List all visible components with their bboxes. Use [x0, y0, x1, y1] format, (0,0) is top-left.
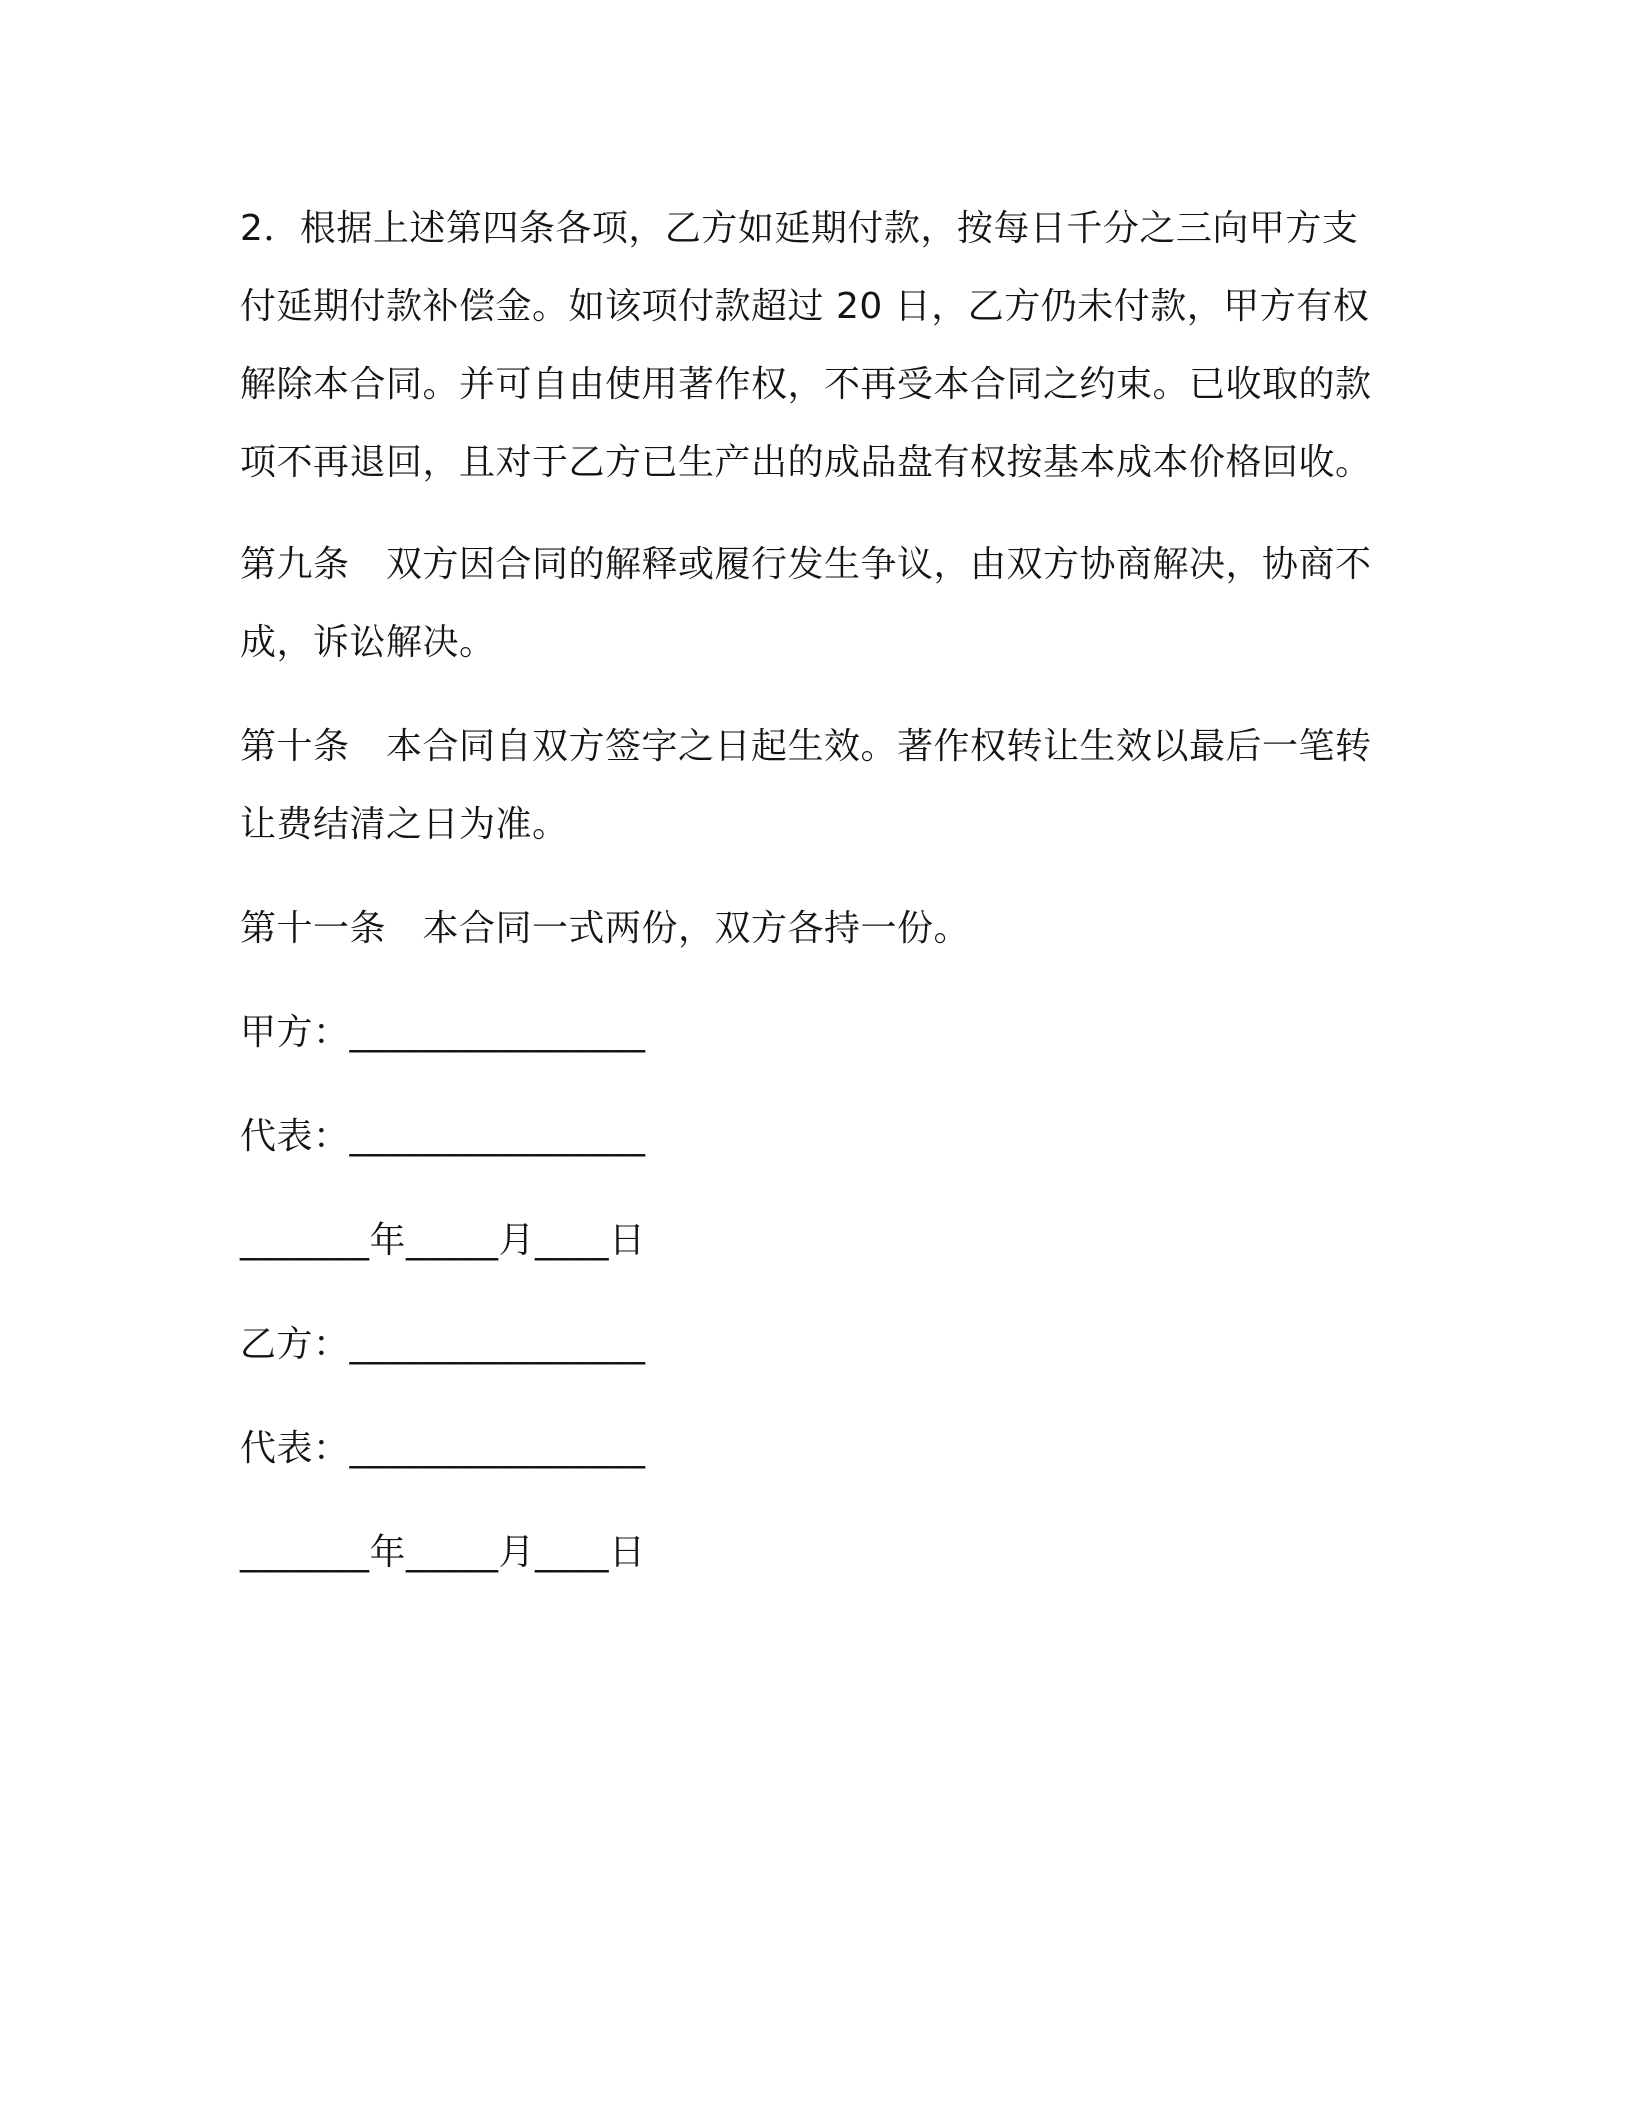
signature-block	[240, 994, 1390, 1592]
clause-ten: 第十条 本合同自双方签字之日起生效。著作权转让生效以最后一笔转让费结清之日为准。	[240, 726, 1372, 845]
party-a-date-line: _______年_____月____日	[240, 1220, 646, 1261]
party-b-representative-line: 代表：________________	[240, 1428, 646, 1469]
document-page	[240, 190, 1390, 1618]
party-a-representative-line: 代表：________________	[240, 1116, 646, 1157]
clause-nine: 第九条 双方因合同的解释或履行发生争议，由双方协商解决，协商不成，诉讼解决。	[240, 544, 1372, 663]
party-b-signature-line: 乙方：________________	[240, 1324, 646, 1365]
party-a-signature-line: 甲方：________________	[240, 1012, 646, 1053]
clause-paragraph-late-payment: 2．根据上述第四条各项，乙方如延期付款，按每日千分之三向甲方支付延期付款补偿金。如该项付款超过 20 日，乙方仍未付款，甲方有权解除本合同。并可自由使用著作权，不再受本合同之约束。已收取的款项不再退回，且对于乙方已生产出的成品盘有权按基本成本价格回收。	[240, 208, 1372, 483]
party-b-date-line: _______年_____月____日	[240, 1532, 646, 1573]
clause-eleven: 第十一条 本合同一式两份，双方各持一份。	[240, 908, 971, 949]
